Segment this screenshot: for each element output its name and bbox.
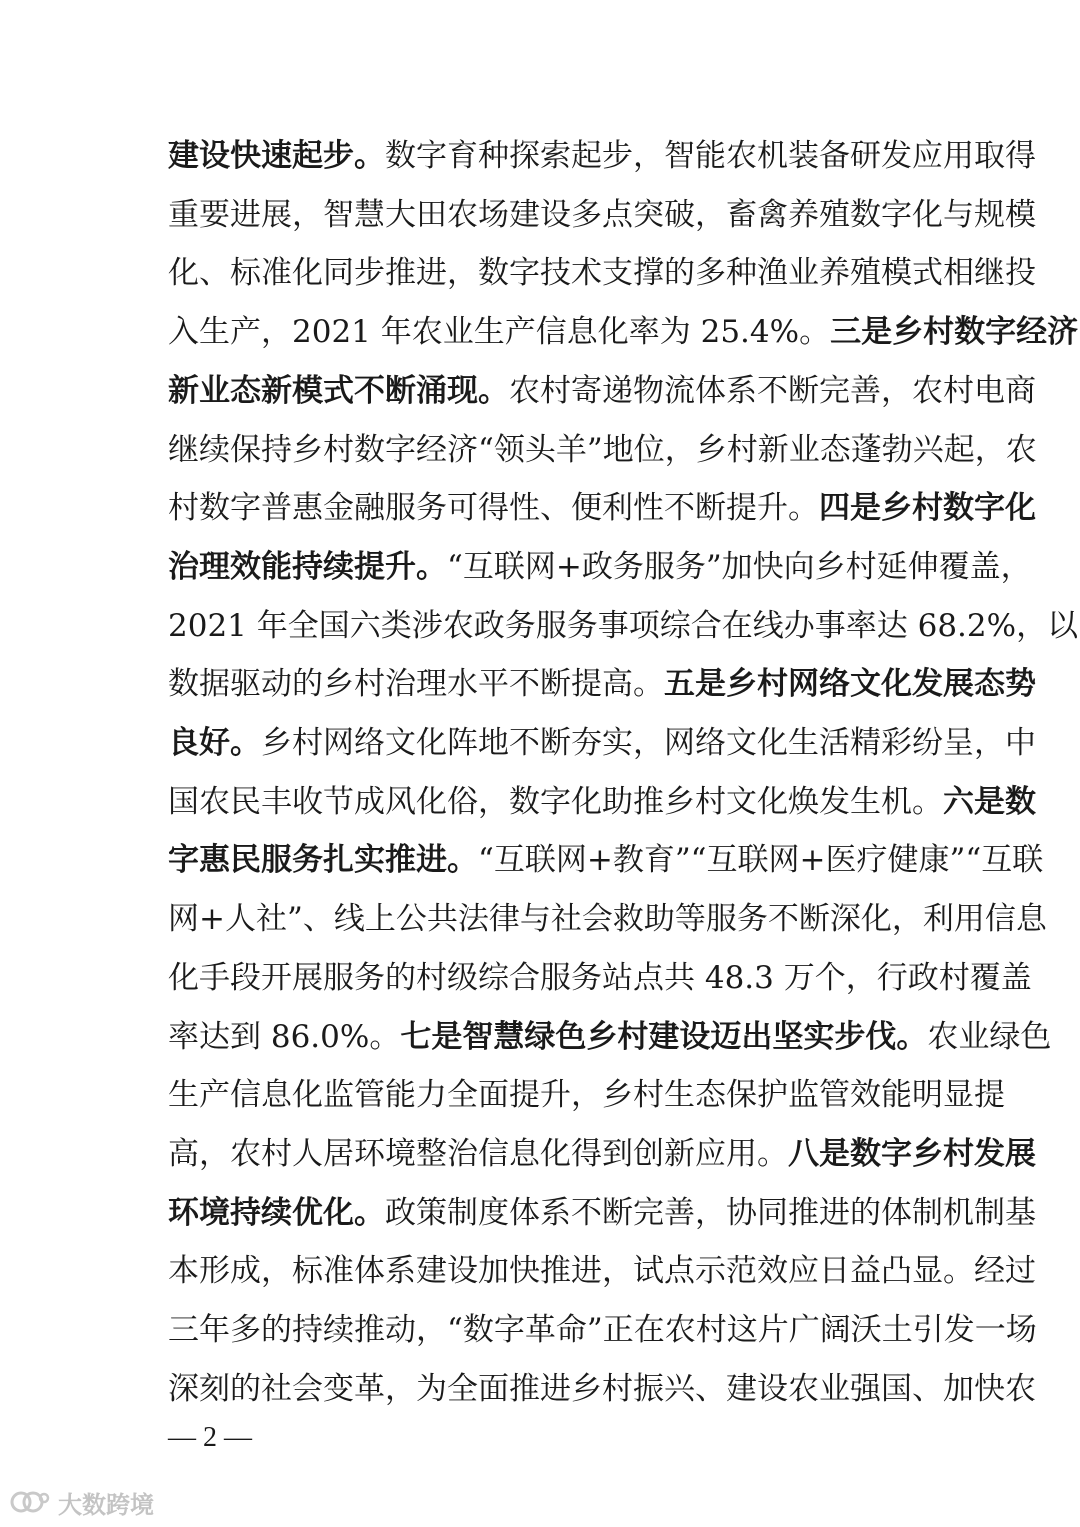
watermark xyxy=(8,1484,154,1520)
text-line xyxy=(168,890,1047,948)
text-run: 化、标准化同步推进，数字技术支撑的多种渔业养殖模式相继投 xyxy=(168,255,1036,292)
text-line xyxy=(168,1008,1052,1066)
text-run: “互联网+教育”“互联网+医疗健康”“互联 xyxy=(478,842,1044,879)
text-line xyxy=(168,1184,1036,1242)
text-line xyxy=(168,362,1036,420)
text-run: “互联网+政务服务”加快向乡村延伸覆盖， xyxy=(447,548,1032,585)
text-run: 网+人社”、线上公共法律与社会救助等服务不断深化，利用信息 xyxy=(168,901,1047,938)
text-run: 乡村网络文化阵地不断夯实，网络文化生活精彩纷呈，中 xyxy=(261,725,1036,761)
text-run: 化手段开展服务的村级综合服务站点共 48.3 万个，行政村覆盖 xyxy=(168,959,1032,996)
text-run: 深刻的社会变革，为全面推进乡村振兴、建设农业强国、加快农 xyxy=(168,1370,1036,1407)
watermark-label: 大数跨境 xyxy=(58,1490,154,1519)
text-run: 农业绿色 xyxy=(927,1018,1052,1055)
bold-text-run: 建设快速起步。 xyxy=(168,138,385,174)
text-line xyxy=(168,244,1036,302)
text-line xyxy=(168,186,1036,244)
text-run: 数字育种探索起步，智能农机装备研发应用取得 xyxy=(385,138,1036,174)
text-line xyxy=(168,1066,1005,1124)
text-run: 数据驱动的乡村治理水平不断提高。 xyxy=(168,666,664,703)
text-line xyxy=(168,1242,1036,1300)
text-run: 2021 年全国六类涉农政务服务事项综合在线办事率达 68.2%，以 xyxy=(168,607,1079,644)
bold-text-run: 环境持续优化。 xyxy=(168,1194,385,1231)
text-run: 村数字普惠金融服务可得性、便利性不断提升。 xyxy=(168,490,819,527)
bold-text-run: 新业态新模式不断涌现。 xyxy=(168,372,509,409)
page-number: — 2 — xyxy=(168,1422,252,1453)
bold-text-run: 五是乡村网络文化发展态势 xyxy=(664,666,1036,703)
text-line xyxy=(168,714,1036,772)
text-line xyxy=(168,1301,1037,1359)
bold-text-run: 四是乡村数字化 xyxy=(819,490,1036,527)
text-line xyxy=(168,655,1036,713)
brand-logo-icon xyxy=(8,1487,52,1517)
text-line xyxy=(168,831,1044,889)
text-line xyxy=(168,773,1036,831)
text-run: 政策制度体系不断完善，协同推进的体制机制基 xyxy=(385,1194,1036,1231)
text-line xyxy=(168,538,1032,596)
text-line xyxy=(168,597,1079,655)
text-run: 继续保持乡村数字经济“领头羊”地位，乡村新业态蓬勃兴起，农 xyxy=(168,431,1037,468)
bold-text-run: 字惠民服务扎实推进。 xyxy=(168,842,478,879)
text-line xyxy=(168,303,1079,361)
bold-text-run: 良好。 xyxy=(168,725,261,761)
text-line xyxy=(168,421,1037,479)
text-line xyxy=(168,1360,1036,1418)
text-line xyxy=(168,949,1032,1007)
text-run: 国农民丰收节成风化俗，数字化助推乡村文化焕发生机。 xyxy=(168,783,943,820)
text-line xyxy=(168,479,1036,537)
text-run: 入生产，2021 年农业生产信息化率为 25.4%。 xyxy=(168,314,831,351)
text-line xyxy=(168,1125,1036,1183)
bold-text-run: 治理效能持续提升。 xyxy=(168,548,447,585)
text-run: 本形成，标准体系建设加快推进，试点示范效应日益凸显。经过 xyxy=(168,1253,1036,1290)
text-run: 重要进展，智慧大田农场建设多点突破，畜禽养殖数字化与规模 xyxy=(168,196,1036,233)
bold-text-run: 三是乡村数字经济 xyxy=(830,314,1079,351)
bold-text-run: 六是数 xyxy=(943,783,1036,820)
text-run: 三年多的持续推动，“数字革命”正在农村这片广阔沃土引发一场 xyxy=(168,1312,1037,1348)
text-run: 生产信息化监管能力全面提升，乡村生态保护监管效能明显提 xyxy=(168,1077,1005,1114)
text-run: 率达到 86.0%。 xyxy=(168,1018,401,1055)
bold-text-run: 八是数字乡村发展 xyxy=(788,1135,1036,1172)
text-run: 高，农村人居环境整治信息化得到创新应用。 xyxy=(168,1135,788,1172)
bold-text-run: 七是智慧绿色乡村建设迈出坚实步伐。 xyxy=(400,1018,928,1055)
text-line xyxy=(168,127,1036,185)
text-run: 农村寄递物流体系不断完善，农村电商 xyxy=(509,372,1036,409)
